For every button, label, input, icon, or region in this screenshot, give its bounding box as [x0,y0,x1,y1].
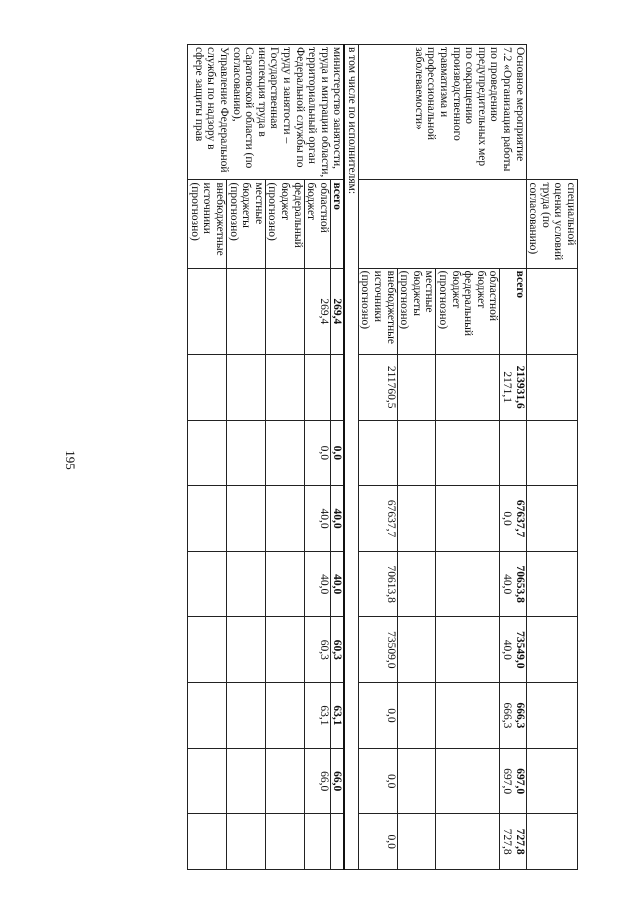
budget-table [187,44,578,870]
budget-table-rotated [112,44,578,870]
executor-total-row: министерство занятости, труда и миграции области, территориальный орган Федеральной службы по труду и занятости – Государственная инспекция труда в Саратовской области (по согласованию), Управление Федеральной службы по надзору в сфере защиты прав всего 269,4 0,0 40,0 40,0 60,3 63,1 66,0 [330,45,344,870]
executor-name: министерство занятости, труда и миграции области, территориальный орган Федеральной службы по труду и занятости – Государственная инспекция труда в Саратовской области (по согласованию), Управление Федеральной службы по надзору в сфере защиты прав [188,45,345,180]
executor-oblast-row: областной бюджет 269,4 0,0 40,0 40,0 60,3 63,1 66,0 [304,45,330,870]
executor-extra-row: внебюджетные источники (прогнозно) [188,45,227,870]
executors-row [344,45,358,870]
executor-local-row: местные бюджеты (прогнозно) [226,45,265,870]
measure-federal-row: областной бюджет федеральный бюджет (прогнозно) [436,45,500,870]
measure-total-row: Основное мероприятие 7.2 «Организация работы по проведению предупредительных мер по сокращению производственного травматизма и профессиональной заболеваемости» всего 213931,6 2171,1 67637,7 0,0 70653,8 40,0 73549,0 40,0 666,3 666,3 697,0 697,0 727,8 727,8 [500,45,526,870]
executors-label: в том числе по исполнителям: [344,45,358,870]
measure-local-row: местные бюджеты (прогнозно) [397,45,436,870]
measure-extra-row: внебюджетные источники (прогнозно) 211760,5 67637,7 70613,8 73509,0 0,0 0,0 0,0 [358,45,397,870]
page-number: 195 [63,450,78,470]
executor-federal-row: федеральный бюджет (прогнозно) [265,45,304,870]
measure-title: Основное мероприятие 7.2 «Организация работы по проведению предупредительных мер по сокращению производственного травматизма и профессиональной заболеваемости» [358,45,526,180]
row-label: всего [500,268,526,354]
header-row [526,45,577,870]
header-cell: специальной оценки условий труда (по согласованию) [526,180,577,268]
